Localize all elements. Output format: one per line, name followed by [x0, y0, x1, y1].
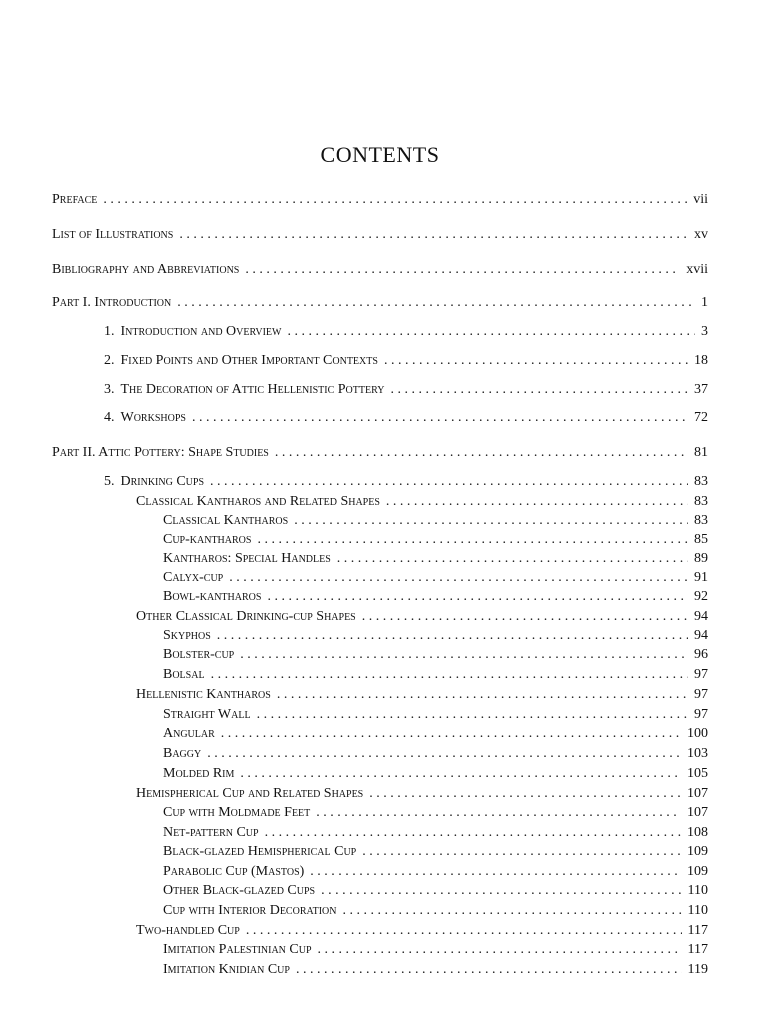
toc-entry-label: Cup-kantharos [163, 532, 252, 547]
toc-entry-label: Workshops [120, 410, 186, 425]
toc-entry [163, 568, 708, 588]
toc-entry [163, 511, 708, 531]
toc-entry-page-number: 100 [687, 726, 708, 741]
toc-entry [136, 685, 708, 705]
dot-leader [318, 940, 682, 960]
toc-entry [163, 744, 708, 764]
page-title: CONTENTS [320, 142, 440, 167]
toc-entry-page-number: 97 [694, 667, 708, 682]
dot-leader [321, 881, 681, 901]
toc-entry-page-number: 18 [694, 353, 708, 368]
toc-entry-page-number: 91 [694, 570, 708, 585]
dot-leader [207, 744, 681, 764]
toc-entry [163, 645, 708, 665]
toc-entry-label: Two-handled Cup [136, 923, 240, 938]
toc-entry [52, 190, 708, 210]
toc-entry [163, 960, 708, 980]
toc-entry-label: List of Illustrations [52, 227, 174, 242]
toc-entry [163, 842, 708, 862]
dot-leader [265, 823, 681, 843]
dot-leader [287, 322, 695, 342]
toc-entry [104, 408, 708, 428]
toc-entry-page-number: 37 [694, 382, 708, 397]
toc-entry-label: Kantharos: Special Handles [163, 551, 331, 566]
dot-leader [246, 921, 682, 941]
toc-entry [163, 530, 708, 550]
toc-entry-page-number: 103 [687, 746, 708, 761]
toc-entry [163, 940, 708, 960]
toc-entry [163, 724, 708, 744]
dot-leader [217, 626, 688, 646]
toc-entry-label: Skyphos [163, 628, 211, 643]
toc-entry-page-number: vii [693, 192, 708, 207]
dot-leader [103, 190, 687, 210]
toc-entry-page-number: 3 [701, 324, 708, 339]
toc-entry [163, 587, 708, 607]
toc-entry-label: Bolsal [163, 667, 205, 682]
dot-leader [229, 568, 688, 588]
toc-entry-page-number: 109 [687, 844, 708, 859]
toc-entry [104, 351, 708, 371]
toc-entry-page-number: 117 [687, 942, 708, 957]
toc-entry-label: Other Black-glazed Cups [163, 883, 316, 898]
dot-leader [296, 960, 682, 980]
toc-entry-page-number: 96 [694, 647, 708, 662]
toc-entry [163, 665, 708, 685]
toc-entry-label: Imitation Palestinian Cup [163, 942, 312, 957]
dot-leader [294, 511, 688, 531]
dot-leader [362, 842, 681, 862]
toc-entry-label: Cup with Interior Decoration [163, 903, 337, 918]
toc-entry-label: Parabolic Cup (Mastos) [163, 864, 305, 879]
toc-entry [163, 901, 708, 921]
dot-leader [210, 472, 688, 492]
toc-entry-page-number: 97 [694, 687, 708, 702]
toc-entry-page-number: 1 [701, 295, 708, 310]
dot-leader [343, 901, 682, 921]
toc-entry-label: Baggy [163, 746, 202, 761]
toc-entry-label: Molded Rim [163, 766, 235, 781]
toc-entry [136, 921, 708, 941]
toc-entry [104, 322, 708, 342]
toc-entry-number: 4. [104, 410, 115, 425]
toc-entry-label: Net-pattern Cup [163, 825, 259, 840]
toc-entry-label: Preface [52, 192, 98, 207]
dot-leader [386, 492, 688, 512]
toc-entry [52, 225, 708, 245]
toc-entry-label: Part I. Introduction [52, 295, 172, 310]
toc-entry-label: Calyx-cup [163, 570, 224, 585]
dot-leader [257, 530, 688, 550]
toc-entry-page-number: 89 [694, 551, 708, 566]
toc-entry-label: Part II. Attic Pottery: Shape Studies [52, 445, 269, 460]
toc-entry-page-number: 97 [694, 707, 708, 722]
toc-entry-page-number: 83 [694, 513, 708, 528]
dot-leader [310, 862, 681, 882]
toc-entry-page-number: 119 [687, 962, 708, 977]
toc-entry-label: Black-glazed Hemispherical Cup [163, 844, 357, 859]
toc-entry-number: 1. [104, 324, 115, 339]
toc-entry-number: 5. [104, 474, 115, 489]
toc-entry-number: 2. [104, 353, 115, 368]
toc-entry [163, 549, 708, 569]
toc-entry [104, 380, 708, 400]
dot-leader [221, 724, 681, 744]
toc-entry [104, 472, 708, 492]
toc-entry-page-number: xv [694, 227, 708, 242]
toc-entry [52, 260, 708, 280]
dot-leader [211, 665, 688, 685]
toc-entry-label: Fixed Points and Other Important Contexts [120, 353, 378, 368]
dot-leader [257, 705, 688, 725]
dot-leader [177, 293, 695, 313]
dot-leader [267, 587, 688, 607]
dot-leader [245, 260, 680, 280]
toc-entry-page-number: 110 [687, 903, 708, 918]
dot-leader [240, 645, 688, 665]
toc-entry [163, 823, 708, 843]
dot-leader [192, 408, 688, 428]
dot-leader [369, 784, 681, 804]
toc-entry-label: Classical Kantharos and Related Shapes [136, 494, 380, 509]
toc-entry-label: Straight Wall [163, 707, 251, 722]
toc-entry-page-number: 94 [694, 609, 708, 624]
toc-entry-page-number: 83 [694, 494, 708, 509]
toc-entry-label: Imitation Knidian Cup [163, 962, 290, 977]
toc-entry-page-number: 110 [687, 883, 708, 898]
toc-entry [163, 803, 708, 823]
dot-leader [316, 803, 681, 823]
toc-entry-label: Drinking Cups [120, 474, 205, 489]
toc-entry-page-number: 72 [694, 410, 708, 425]
toc-entry [163, 764, 708, 784]
toc-entry-label: Hemispherical Cup and Related Shapes [136, 786, 364, 801]
toc-entry-page-number: 81 [694, 445, 708, 460]
toc-entry-page-number: 108 [687, 825, 708, 840]
toc-entry-label: Hellenistic Kantharos [136, 687, 271, 702]
dot-leader [275, 443, 688, 463]
toc-entry [163, 626, 708, 646]
toc-entry-page-number: 107 [687, 805, 708, 820]
toc-entry-page-number: xvii [686, 262, 708, 277]
toc-entry-page-number: 105 [687, 766, 708, 781]
toc-entry-label: The Decoration of Attic Hellenistic Pottery [120, 382, 385, 397]
toc-entry [52, 443, 708, 463]
toc-entry [136, 784, 708, 804]
toc-entry-label: Bowl-kantharos [163, 589, 262, 604]
toc-entry [163, 862, 708, 882]
toc-entry-page-number: 109 [687, 864, 708, 879]
toc-entry-number: 3. [104, 382, 115, 397]
toc-entry-page-number: 85 [694, 532, 708, 547]
dot-leader [179, 225, 688, 245]
dot-leader [240, 764, 681, 784]
dot-leader [390, 380, 688, 400]
toc-entry [136, 607, 708, 627]
dot-leader [337, 549, 688, 569]
toc-entry-label: Bibliography and Abbreviations [52, 262, 240, 277]
dot-leader [277, 685, 688, 705]
dot-leader [362, 607, 688, 627]
toc-entry-label: Cup with Moldmade Feet [163, 805, 311, 820]
toc-entry-page-number: 94 [694, 628, 708, 643]
toc-entry-page-number: 92 [694, 589, 708, 604]
dot-leader [384, 351, 688, 371]
toc-entry [163, 705, 708, 725]
toc-entry-label: Angular [163, 726, 215, 741]
toc-entry-label: Classical Kantharos [163, 513, 289, 528]
toc-entry-label: Introduction and Overview [120, 324, 282, 339]
toc-entry-label: Other Classical Drinking-cup Shapes [136, 609, 356, 624]
toc-entry [52, 293, 708, 313]
toc-entry [136, 492, 708, 512]
toc-entry-page-number: 107 [687, 786, 708, 801]
toc-entry-label: Bolster-cup [163, 647, 235, 662]
toc-entry-page-number: 117 [687, 923, 708, 938]
toc-entry [163, 881, 708, 901]
toc-entry-page-number: 83 [694, 474, 708, 489]
